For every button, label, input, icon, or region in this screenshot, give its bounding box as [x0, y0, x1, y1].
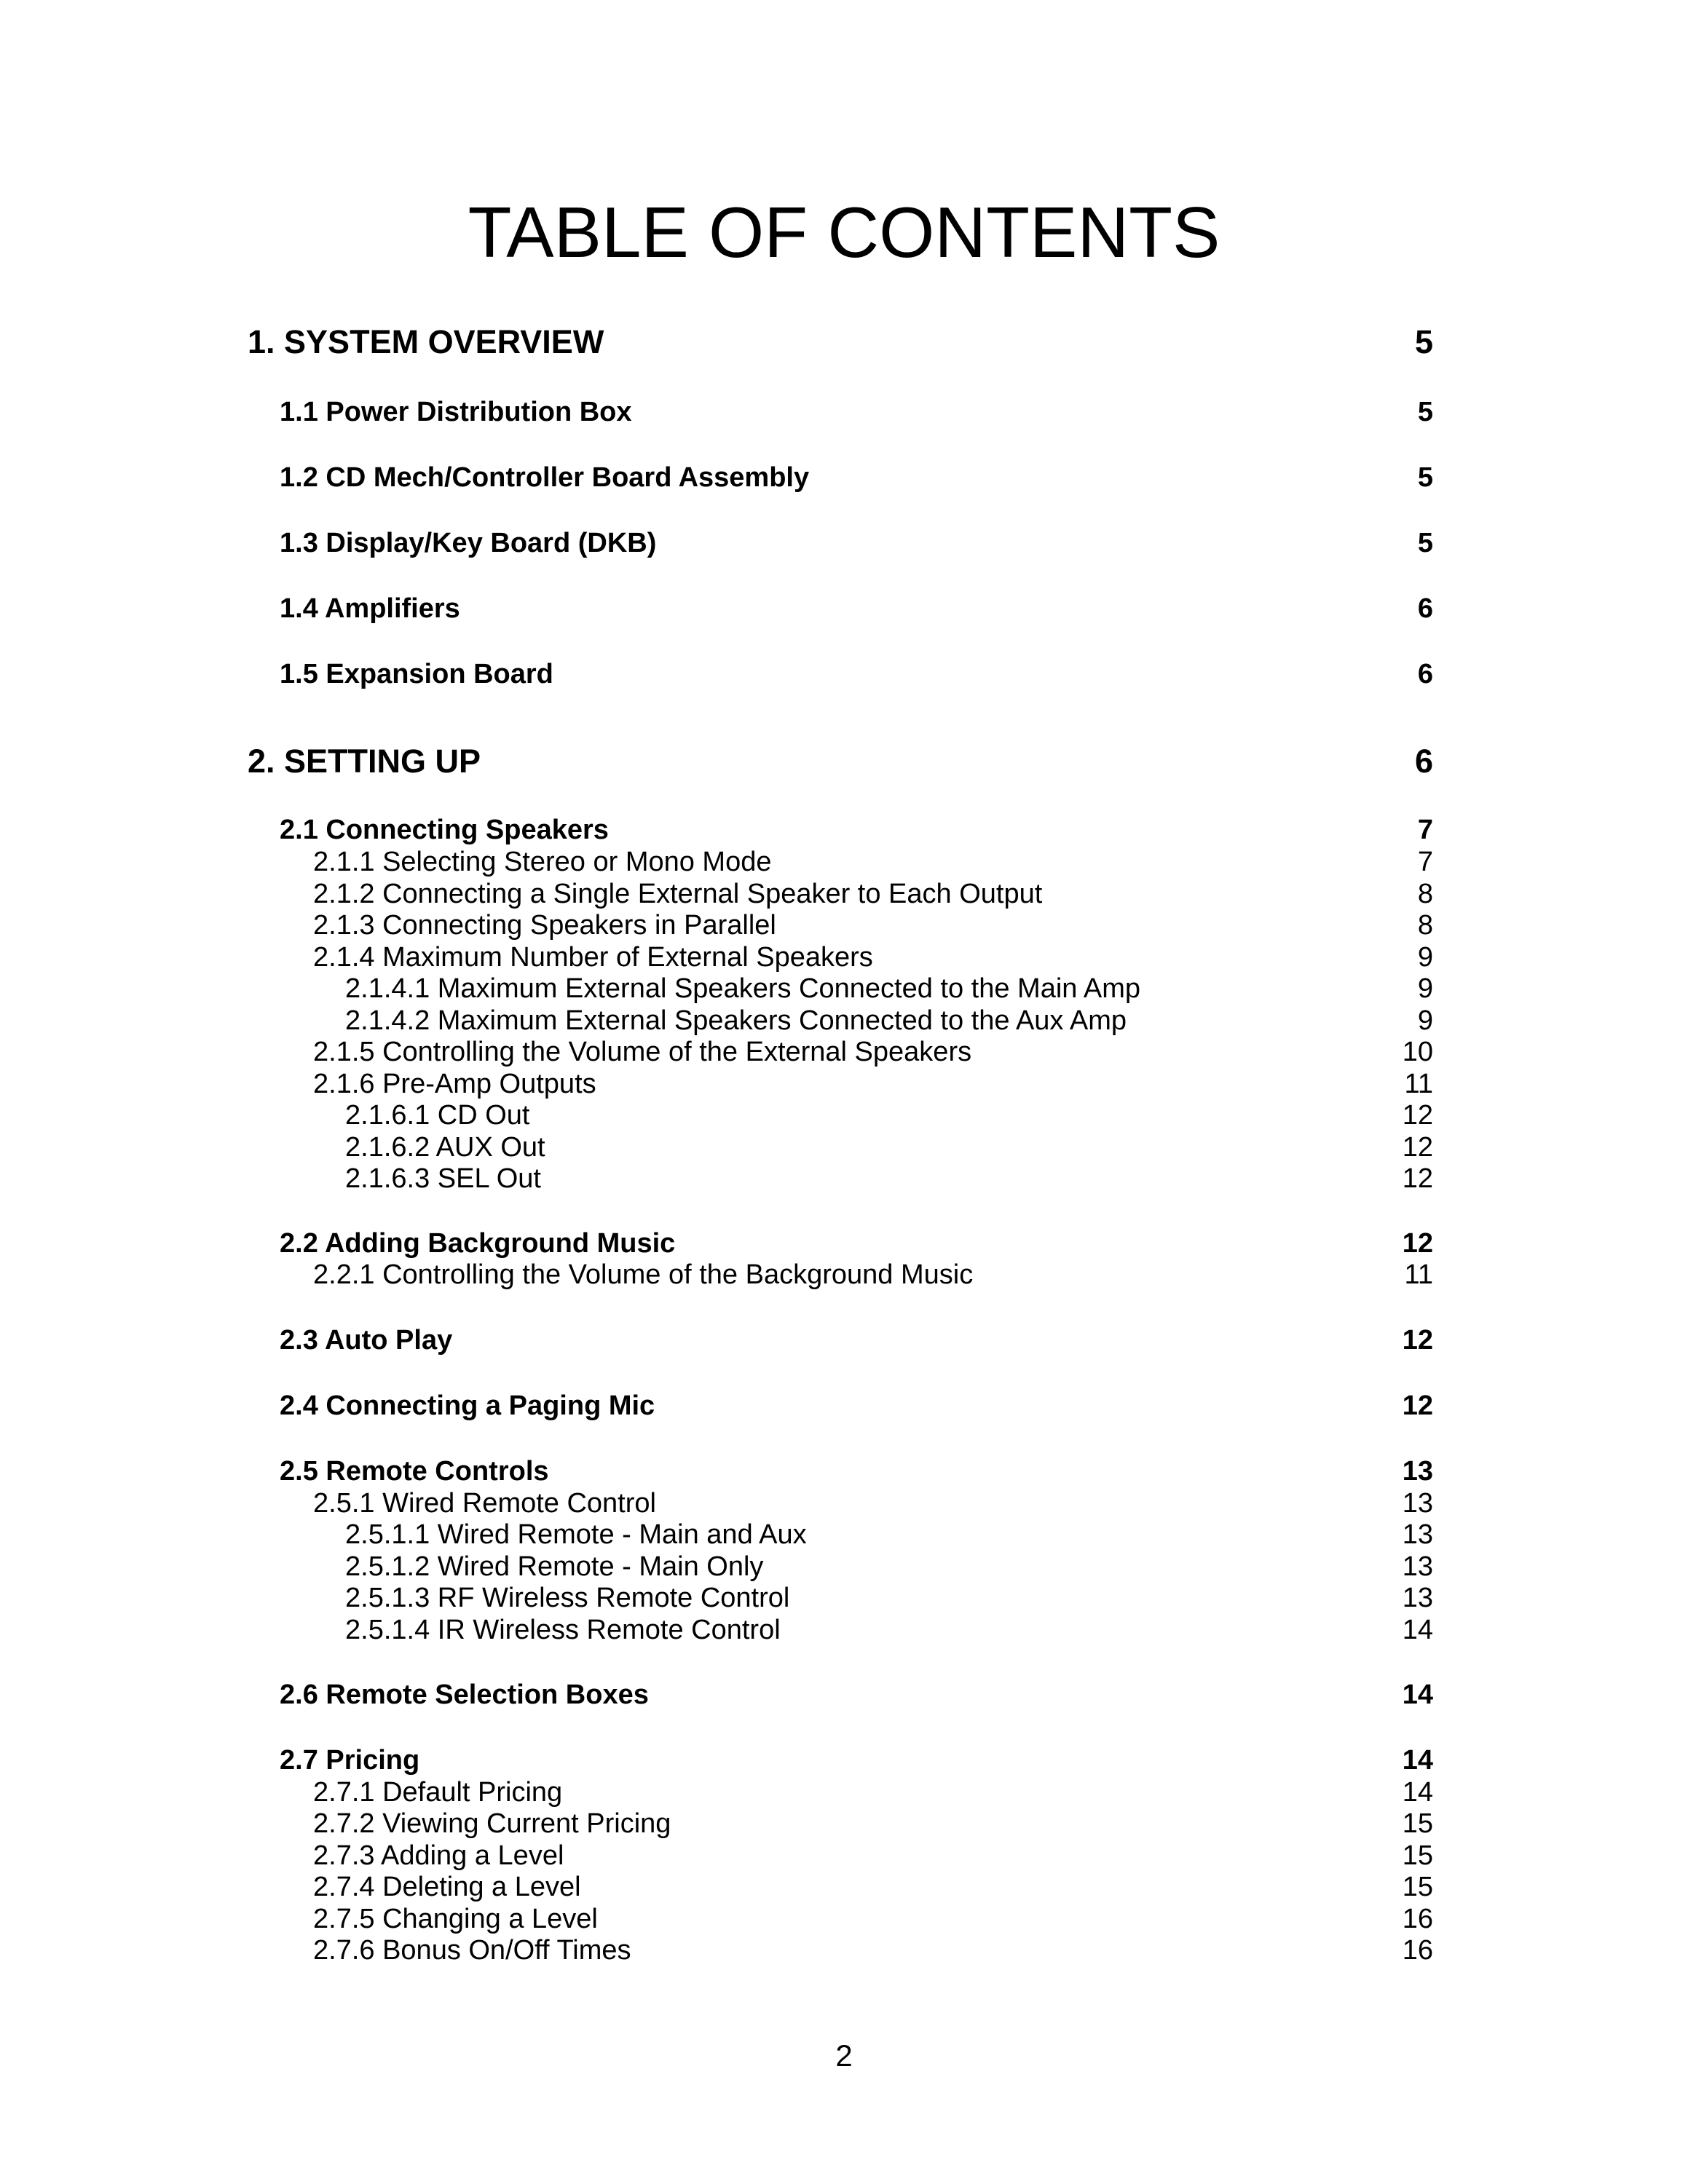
toc-entry[interactable] [0, 324, 1688, 360]
toc-entry-page: 14 [1402, 1776, 1433, 1808]
toc-entry-page: 14 [1402, 1679, 1433, 1710]
toc-entry-title: 2.1.6.2 AUX Out [345, 1131, 545, 1163]
toc-entry-page: 13 [1402, 1582, 1433, 1613]
toc-entry-page: 11 [1404, 1068, 1433, 1099]
toc-entry-title: 2.1.4 Maximum Number of External Speakers [313, 941, 873, 973]
toc-entry-title: 2.1.6 Pre-Amp Outputs [313, 1068, 596, 1099]
toc-entry[interactable] [0, 1580, 1688, 1616]
toc-entry-title: 1.3 Display/Key Board (DKB) [280, 527, 657, 558]
toc-entry[interactable] [0, 1869, 1688, 1905]
toc-entry-title: 2.4 Connecting a Paging Mic [280, 1390, 655, 1421]
toc-entry-page: 12 [1402, 1227, 1433, 1259]
toc-entry-page: 8 [1417, 909, 1433, 941]
toc-entry-title: 2.1.6.1 CD Out [345, 1099, 530, 1131]
toc-entry-title: 2.5 Remote Controls [280, 1455, 549, 1487]
toc-entry-title: 2.1.4.1 Maximum External Speakers Connected to the Main Amp [345, 973, 1140, 1004]
toc-entry-title: 1.2 CD Mech/Controller Board Assembly [280, 462, 810, 493]
toc-entry-title: 2.1.5 Controlling the Volume of the External Speakers [313, 1036, 972, 1067]
toc-entry-title: 2.7.4 Deleting a Level [313, 1871, 581, 1902]
toc-entry-page: 5 [1417, 462, 1433, 493]
toc-entry-title: 2.5.1.1 Wired Remote - Main and Aux [345, 1519, 807, 1550]
toc-entry-title: 2.1.1 Selecting Stereo or Mono Mode [313, 846, 772, 877]
toc-entry-page: 12 [1402, 1163, 1433, 1194]
toc-entry-title: 2. SETTING UP [248, 743, 481, 780]
toc-entry[interactable] [0, 1097, 1688, 1133]
toc-entry-title: 1.1 Power Distribution Box [280, 396, 632, 427]
toc-entry[interactable] [0, 743, 1688, 780]
toc-entry-title: 2.7.1 Default Pricing [313, 1776, 563, 1808]
toc-entry-title: 2.7 Pricing [280, 1744, 420, 1776]
toc-entry-title: 2.5.1.4 IR Wireless Remote Control [345, 1614, 781, 1645]
toc-entry[interactable] [0, 812, 1688, 848]
toc-entry-page: 5 [1417, 396, 1433, 427]
toc-entry-page: 13 [1402, 1455, 1433, 1487]
toc-entry-page: 12 [1402, 1390, 1433, 1421]
toc-entry[interactable] [0, 459, 1688, 496]
toc-entry-title: 2.7.6 Bonus On/Off Times [313, 1934, 631, 1966]
toc-entry[interactable] [0, 1034, 1688, 1070]
toc-entry-page: 6 [1417, 593, 1433, 624]
toc-entry-page: 12 [1402, 1324, 1433, 1356]
toc-entry[interactable] [0, 1805, 1688, 1842]
toc-entry-title: 2.2.1 Controlling the Volume of the Background Music [313, 1259, 974, 1290]
toc-entry[interactable] [0, 1516, 1688, 1553]
toc-entry-page: 7 [1417, 814, 1433, 845]
toc-entry-page: 9 [1417, 1005, 1433, 1036]
toc-entry-page: 9 [1417, 973, 1433, 1004]
toc-entry-page: 13 [1402, 1551, 1433, 1582]
toc-entry-title: 2.1 Connecting Speakers [280, 814, 609, 845]
toc-entry-title: 2.7.2 Viewing Current Pricing [313, 1808, 671, 1839]
toc-entry-page: 15 [1402, 1871, 1433, 1902]
toc-entry-title: 2.5.1.2 Wired Remote - Main Only [345, 1551, 764, 1582]
page-title: TABLE OF CONTENTS [468, 192, 1220, 272]
toc-entry-page: 6 [1417, 658, 1433, 689]
toc-entry-page: 9 [1417, 941, 1433, 973]
toc-entry[interactable] [0, 1453, 1688, 1489]
toc-entry-page: 12 [1402, 1099, 1433, 1131]
toc-entry-page: 5 [1417, 527, 1433, 558]
page-number: 2 [835, 2038, 853, 2073]
toc-entry[interactable] [0, 656, 1688, 692]
toc-entry-page: 11 [1404, 1259, 1433, 1290]
toc-entry-page: 5 [1414, 323, 1433, 360]
toc-entry-title: 1.4 Amplifiers [280, 593, 460, 624]
toc-entry[interactable] [0, 1322, 1688, 1358]
toc-entry[interactable] [0, 590, 1688, 627]
toc-entry-page: 16 [1402, 1934, 1433, 1966]
toc-entry-page: 10 [1402, 1036, 1433, 1067]
toc-entry-page: 13 [1402, 1519, 1433, 1550]
toc-entry-page: 12 [1402, 1131, 1433, 1163]
toc-entry-title: 1.5 Expansion Board [280, 658, 553, 689]
toc-entry-title: 2.1.4.2 Maximum External Speakers Connected to the Aux Amp [345, 1005, 1127, 1036]
toc-entry[interactable] [0, 1932, 1688, 1969]
toc-entry[interactable] [0, 970, 1688, 1007]
toc-entry[interactable] [0, 844, 1688, 880]
toc-entry-title: 2.3 Auto Play [280, 1324, 453, 1356]
toc-entry-title: 2.2 Adding Background Music [280, 1227, 676, 1259]
toc-entry-title: 2.7.5 Changing a Level [313, 1903, 598, 1934]
toc-entry[interactable] [0, 1677, 1688, 1713]
toc-entry-title: 2.1.3 Connecting Speakers in Parallel [313, 909, 776, 941]
toc-entry[interactable] [0, 1612, 1688, 1648]
toc-entry-title: 2.5.1.3 RF Wireless Remote Control [345, 1582, 790, 1613]
toc-entry-page: 6 [1414, 743, 1433, 780]
toc-entry-page: 15 [1402, 1808, 1433, 1839]
toc-entry-page: 15 [1402, 1840, 1433, 1871]
toc-entry-title: 2.5.1 Wired Remote Control [313, 1487, 656, 1519]
toc-entry[interactable] [0, 394, 1688, 430]
toc-entry[interactable] [0, 525, 1688, 561]
toc-entry[interactable] [0, 1388, 1688, 1424]
toc-entry-page: 16 [1402, 1903, 1433, 1934]
toc-entry-page: 14 [1402, 1614, 1433, 1645]
toc-entry-title: 1. SYSTEM OVERVIEW [248, 323, 604, 360]
toc-entry-page: 7 [1417, 846, 1433, 877]
toc-entry-page: 8 [1417, 878, 1433, 909]
toc-entry[interactable] [0, 1742, 1688, 1779]
toc-entry[interactable] [0, 1160, 1688, 1197]
toc-entry-title: 2.6 Remote Selection Boxes [280, 1679, 649, 1710]
toc-entry-title: 2.1.6.3 SEL Out [345, 1163, 541, 1194]
toc-entry[interactable] [0, 1257, 1688, 1293]
toc-entry[interactable] [0, 907, 1688, 943]
toc-entry-title: 2.1.2 Connecting a Single External Speaker to Each Output [313, 878, 1043, 909]
toc-entry-page: 14 [1402, 1744, 1433, 1776]
toc-entry-title: 2.7.3 Adding a Level [313, 1840, 564, 1871]
toc-entry-page: 13 [1402, 1487, 1433, 1519]
